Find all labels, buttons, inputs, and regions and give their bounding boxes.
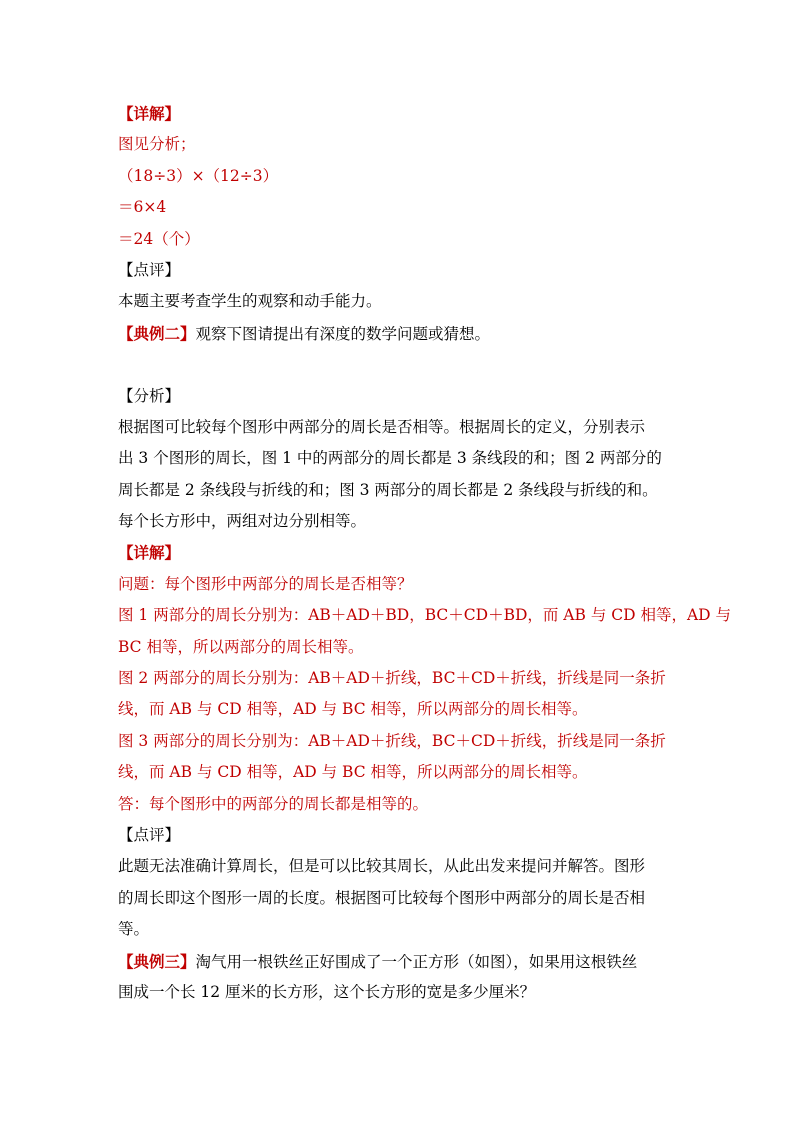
example2-question-text: 观察下图请提出有深度的数学问题或猜想。 xyxy=(195,324,491,343)
detail-heading: 【详解】 xyxy=(118,104,181,123)
detail-line: 答：每个图形中的两部分的周长都是相等的。 xyxy=(118,794,429,813)
solution-line: （18÷3）×（12÷3） xyxy=(118,166,279,185)
solution-line: ＝6×4 xyxy=(118,198,167,217)
detail-line: 线，而 AB 与 CD 相等，AD 与 BC 相等，所以两部分的周长相等。 xyxy=(118,763,588,782)
solution-line: 图见分析； xyxy=(118,135,196,154)
detail-line: 图 1 两部分的周长分别为：AB＋AD＋BD，BC＋CD＋BD，而 AB 与 CD 相等，AD 与 xyxy=(118,606,732,625)
analysis-heading: 【分析】 xyxy=(118,386,181,405)
comment-text: 本题主要考查学生的观察和动手能力。 xyxy=(118,292,382,311)
example2-question xyxy=(118,318,678,349)
analysis-line: 出 3 个图形的周长，图 1 中的两部分的周长都是 3 条线段的和；图 2 两部分的 xyxy=(118,449,662,468)
analysis-line: 每个长方形中，两组对边分别相等。 xyxy=(118,512,367,531)
analysis-line: 周长都是 2 条线段与折线的和；图 3 两部分的周长都是 2 条线段与折线的和。 xyxy=(118,480,658,499)
spacer xyxy=(118,349,678,380)
document-page xyxy=(118,98,732,1008)
analysis-line: 根据图可比较每个图形中两部分的周长是否相等。根据周长的定义，分别表示 xyxy=(118,417,646,436)
example2-tag: 【典例二】 xyxy=(118,323,196,343)
comment-heading: 【点评】 xyxy=(118,825,181,844)
detail-line: BC 相等，所以两部分的周长相等。 xyxy=(118,637,364,656)
detail-line: 问题：每个图形中两部分的周长是否相等？ xyxy=(118,574,413,593)
example3-question-text: 淘气用一根铁丝正好围成了一个正方形（如图），如果用这根铁丝 xyxy=(195,952,638,971)
detail-line: 线，而 AB 与 CD 相等，AD 与 BC 相等，所以两部分的周长相等。 xyxy=(118,700,588,719)
comment-line: 的周长即这个图形一周的长度。根据图可比较每个图形中两部分的周长是否相 xyxy=(118,888,646,907)
comment-heading: 【点评】 xyxy=(118,260,181,279)
comment-line: 此题无法准确计算周长，但是可以比较其周长，从此出发来提问并解答。图形 xyxy=(118,857,646,876)
solution-line: ＝24（个） xyxy=(118,229,200,248)
comment-line: 等。 xyxy=(118,920,150,939)
detail-heading: 【详解】 xyxy=(118,543,181,563)
detail-line: 图 2 两部分的周长分别为：AB＋AD＋折线，BC＋CD＋折线，折线是同一条折 xyxy=(118,669,666,688)
example3-question xyxy=(118,946,678,977)
detail-line: 图 3 两部分的周长分别为：AB＋AD＋折线，BC＋CD＋折线，折线是同一条折 xyxy=(118,731,666,750)
example3-question-line2: 围成一个长 12 厘米的长方形，这个长方形的宽是多少厘米？ xyxy=(118,982,536,1001)
example3-tag: 【典例三】 xyxy=(118,951,196,971)
